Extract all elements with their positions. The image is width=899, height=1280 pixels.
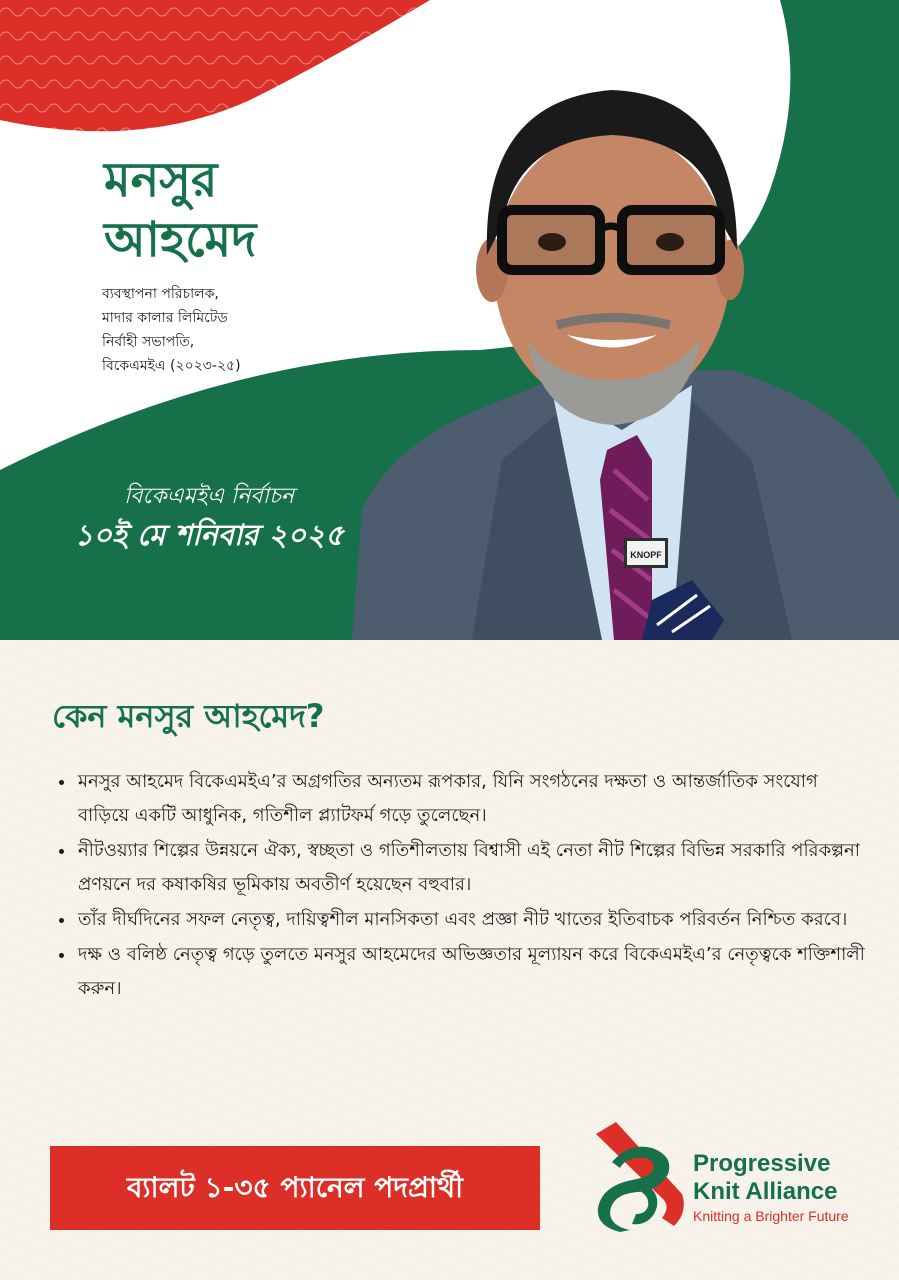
candidate-titles xyxy=(102,282,241,378)
list-item: • তাঁর দীর্ঘদিনের সফল নেতৃত্ব, দায়িত্বশীল মানসিকতা এবং প্রজ্ঞা নীট খাতের ইতিবাচক পরিবর্তন নিশ্চিত করবে। xyxy=(76,903,866,937)
pka-logo-icon xyxy=(590,1122,690,1232)
name-line-2: আহমেদ xyxy=(104,212,257,268)
candidate-photo xyxy=(352,40,899,640)
election-date: ১০ই মে শনিবার ২০২৫ xyxy=(74,518,344,552)
title-line: নির্বাহী সভাপতি, xyxy=(102,334,195,350)
brand-block xyxy=(693,1150,849,1226)
brand-name-line-2: Knit Alliance xyxy=(693,1178,838,1205)
candidate-name xyxy=(104,150,256,270)
reasons-list xyxy=(50,765,866,1007)
title-line: ব্যবস্থাপনা পরিচালক, xyxy=(102,286,219,302)
brand-name-line-1: Progressive xyxy=(693,1150,831,1177)
title-line: মাদার কালার লিমিটেড xyxy=(102,310,228,326)
brand-tagline: Knitting a Brighter Future xyxy=(693,1208,849,1224)
title-line: বিকেএমইএ (২০২৩-২৫) xyxy=(102,358,241,374)
pin-text: KNOPF xyxy=(630,550,662,560)
section-heading: কেন মনসুর আহমেদ? xyxy=(52,697,325,735)
list-item: • নীটওয়্যার শিল্পের উন্নয়নে ঐক্য, স্বচ্ছতা ও গতিশীলতায় বিশ্বাসী এই নেতা নীট শিল্পের বিভিন্ন সরকারি পরিকল্পনা প্রণয়নে দর কষাকষির ভূমিকায় অবতীর্ণ হয়েছেন বহুবার। xyxy=(76,834,866,902)
ballot-banner: ব্যালট ১-৩৫ প্যানেল পদপ্রার্থী xyxy=(50,1146,540,1230)
list-item: • দক্ষ ও বলিষ্ঠ নেতৃত্ব গড়ে তুলতে মনসুর আহমেদের অভিজ্ঞতার মূল্যায়ন করে বিকেএমইএ’র নেতৃত্বকে শক্তিশালী করুন। xyxy=(76,938,866,1006)
name-line-1: মনসুর xyxy=(104,152,218,208)
election-info xyxy=(50,480,368,556)
list-item: • মনসুর আহমেদ বিকেএমইএ’র অগ্রগতির অন্যতম রূপকার, যিনি সংগঠনের দক্ষতা ও আন্তর্জাতিক সংযোগ বাড়িয়ে একটি আধুনিক, গতিশীল প্ল্যাটফর্ম গড়ে তুলেছেন। xyxy=(76,765,866,833)
election-title: বিকেএমইএ নির্বাচন xyxy=(124,484,294,509)
